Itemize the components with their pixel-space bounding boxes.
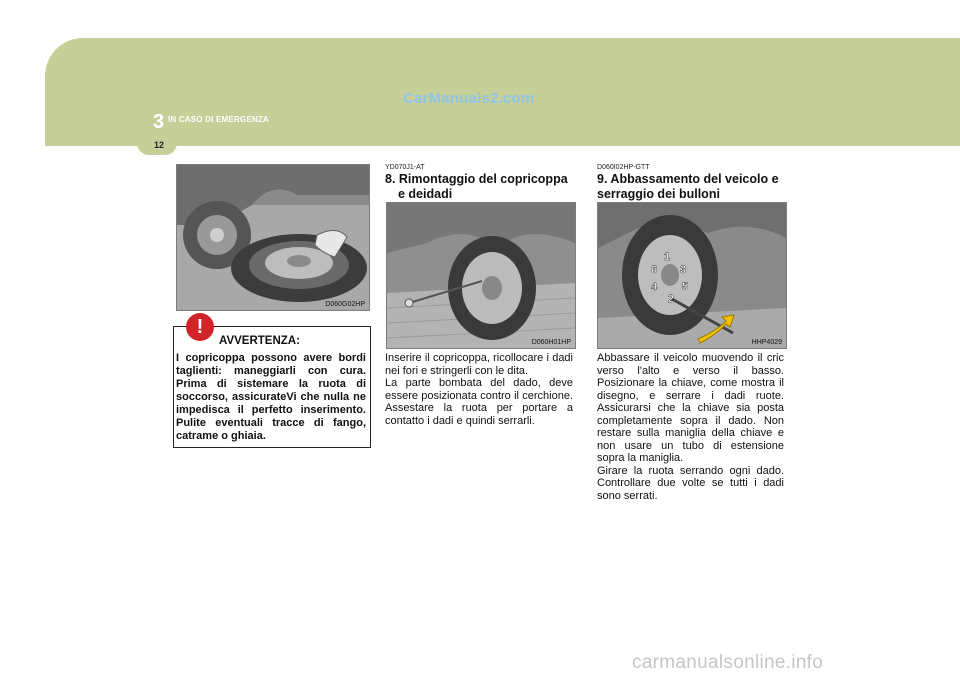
- warning-title: AVVERTENZA:: [219, 335, 300, 347]
- nut-label-2: 2: [668, 293, 675, 305]
- footer-watermark: carmanualsonline.info: [632, 652, 824, 673]
- section-code: YD070J1-AT: [385, 164, 425, 171]
- nut-label-1: 1: [664, 251, 671, 263]
- paragraph: La parte bombata del dado, deve essere posizionata contro il cerchione. Assestare la ruota per portare a contatto i dadi e quindi serrarli.: [385, 377, 573, 427]
- nut-label-6: 6: [651, 264, 658, 276]
- nut-label-5: 5: [682, 281, 689, 293]
- lug-nut-illustration: [598, 203, 786, 348]
- section-title-line2: serraggio dei bulloni: [597, 187, 720, 201]
- paragraph: Abbassare il veicolo muovendo il cric verso l'alto e verso il basso. Posizionare la chiave, come mostra il disegno, e serrare i dadi ruote. Assicurarsi che la chiave sia posta completamente sopra il dado. Non restare sulla maniglia della chiave e non usare un tubo di estensione sopra la maniglia.: [597, 352, 784, 464]
- section-title: [385, 172, 580, 202]
- section-body: [597, 352, 784, 502]
- section-code: D060I02HP-GTT: [597, 164, 650, 171]
- image-code: D060G02HP: [325, 301, 365, 308]
- lug-nut-photo: [597, 202, 787, 349]
- section-title-line2: e deidadi: [398, 187, 453, 201]
- section-title-line1: 8. Rimontaggio del copricoppa: [385, 172, 568, 186]
- image-code: D060H01HP: [531, 339, 571, 346]
- section-body: [385, 352, 573, 427]
- warning-text: I copricoppa possono avere bordi taglienti: maneggiarli con cura. Prima di sistemare la ruota di soccorso, assicurateVi che nulla ne impedisca il perfetto inserimento. Pulite eventuali tracce di fango, catrame o ghiaia.: [176, 352, 366, 442]
- nut-label-4: 4: [651, 281, 658, 293]
- watermark-link[interactable]: CarManuals2.com: [403, 90, 535, 107]
- section-title-line1: 9. Abbassamento del veicolo e: [597, 172, 779, 186]
- image-code: HHP4029: [751, 339, 782, 346]
- spare-tire-photo: [176, 164, 370, 311]
- paragraph: Girare la ruota serrando ogni dado. Controllare due volte se tutti i dadi sono serrati.: [597, 464, 784, 502]
- chapter-title: IN CASO DI EMERGENZA: [168, 115, 269, 124]
- chapter-number: 3: [153, 111, 165, 133]
- section-title: [597, 172, 787, 202]
- page-number: 12: [154, 140, 165, 150]
- hubcap-illustration: [387, 203, 575, 348]
- paragraph: Inserire il copricoppa, ricollocare i dadi nei fori e stringerli con le dita.: [385, 352, 573, 377]
- warning-icon: !: [186, 313, 214, 341]
- spare-tire-illustration: [177, 165, 369, 310]
- nut-label-3: 3: [680, 264, 687, 276]
- hubcap-photo: [386, 202, 576, 349]
